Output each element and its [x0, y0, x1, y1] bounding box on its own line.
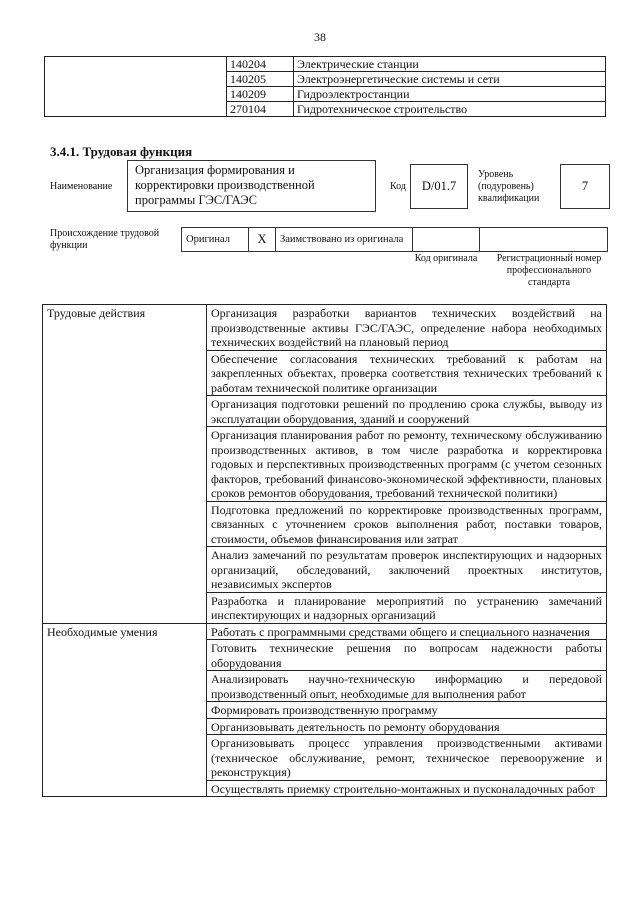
original-code-cell: [413, 228, 480, 252]
list-item: Организовывать процесс управления производственными активами (техническое обслуживание, ремонт, техническое перевооружение и реконструкция): [207, 735, 606, 781]
list-item: Анализировать научно-техническую информацию и передовой производственный опыт, необходимые для выполнения работ: [207, 671, 606, 702]
specialty-codes-table: [44, 56, 606, 117]
origin-label: Происхождение трудовой функции: [50, 228, 160, 251]
labor-actions-list: [207, 305, 607, 624]
list-item: Формировать производственную программу: [207, 702, 606, 719]
list-item: Осуществлять приемку строительно-монтажных и пусконаладочных работ: [211, 781, 595, 796]
code-cell: 140209: [227, 87, 294, 102]
caption-original-code: Код оригинала: [414, 253, 478, 264]
registration-number-cell: [480, 228, 608, 252]
table-row: [43, 305, 607, 624]
list-item: Анализ замечаний по результатам проверок инспектирующих и надзорных организаций, обследований, заключений проектных институтов, независимых экспертов: [207, 547, 606, 593]
level-box: 7: [560, 164, 610, 209]
name-cell: Электроэнергетические системы и сети: [294, 72, 606, 87]
table-row: [45, 57, 606, 72]
list-item: Организация разработки вариантов технических воздействий на производственные активы ГЭС/ГАЭС, определение набора необходимых технических воздействий на плановый период: [207, 305, 606, 351]
name-label: Наименование: [50, 181, 113, 192]
labor-function-table: [42, 304, 607, 797]
level-label: Уровень (подуровень) квалификации: [478, 169, 540, 204]
table-row: [43, 623, 607, 797]
required-skills-list: [207, 623, 607, 797]
original-cell: Оригинал: [182, 228, 249, 252]
original-mark: X: [249, 228, 276, 252]
list-item: Разработка и планирование мероприятий по устранению замечаний инспектирующих и надзорных организаций: [211, 593, 602, 622]
list-item: Работать с программными средствами общего и специального назначения: [207, 624, 606, 641]
code-cell: 140205: [227, 72, 294, 87]
name-cell: Гидроэлектростанции: [294, 87, 606, 102]
function-name-box: Организация формирования и корректировки производственной программы ГЭС/ГАЭС: [127, 160, 376, 212]
code-cell: 140204: [227, 57, 294, 72]
section-heading-required-skills: Необходимые умения: [43, 623, 207, 797]
table-row: [182, 228, 608, 252]
name-cell: Гидротехническое строительство: [294, 102, 606, 117]
section-title: 3.4.1. Трудовая функция: [50, 144, 193, 159]
origin-table: [181, 227, 608, 252]
page-number: 38: [314, 30, 326, 44]
list-item: Готовить технические решения по вопросам надежности работы оборудования: [207, 640, 606, 671]
list-item: Организация подготовки решений по продлению срока службы, выводу из эксплуатации оборудования, зданий и сооружений: [207, 396, 606, 427]
function-code-box: D/01.7: [410, 164, 468, 209]
list-item: Организация планирования работ по ремонту, техническому обслуживанию производственных активов, в том числе разработка и корректировка годовых и перспективных производственных программ (с учетом сезонных факторов, требований финансово-экономической эффективности, плановых сроков ремонтов оборудования, требований технической политики): [207, 427, 606, 502]
list-item: Организовывать деятельность по ремонту оборудования: [207, 719, 606, 736]
caption-registration-number: Регистрационный номер профессионального стандарта: [496, 253, 602, 288]
code-label: Код: [390, 181, 406, 192]
code-cell: 270104: [227, 102, 294, 117]
name-cell: Электрические станции: [294, 57, 606, 72]
list-item: Подготовка предложений по корректировке производственных программ, связанных с уточнением сроков выполнения работ, поставки товаров, стоимости, объемов финансирования или затрат: [207, 502, 606, 548]
empty-cell: [45, 57, 227, 117]
list-item: Обеспечение согласования технических требований к работам на закрепленных объектах, проверка соответствия технических требований к работам технической политике организации: [207, 351, 606, 397]
borrowed-cell: Заимствовано из оригинала: [276, 228, 413, 252]
section-heading-labor-actions: Трудовые действия: [43, 305, 207, 624]
